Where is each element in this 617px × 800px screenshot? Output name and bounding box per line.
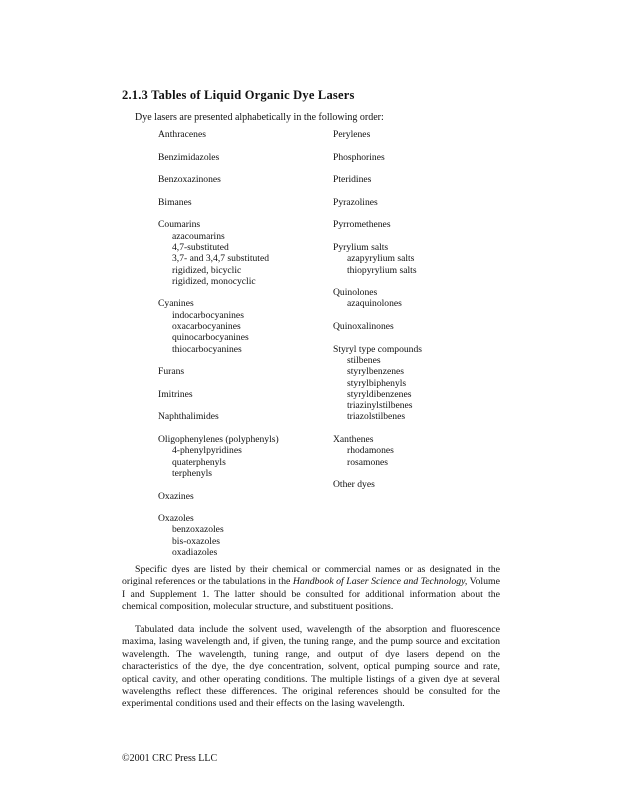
dye-class-entry xyxy=(333,152,493,163)
dye-subclass-name: oxadiazoles xyxy=(172,546,218,558)
paragraph1-text-start: Specific dyes are listed by their chemical or commercial names or as designated in the original references or the tabulations in the xyxy=(122,564,500,588)
dye-class-entry xyxy=(158,389,328,400)
dye-subclass-name: azapyrylium salts xyxy=(347,253,415,265)
dye-subclass-name: bis-oxazoles xyxy=(172,535,220,547)
dye-class-name: Naphthalimides xyxy=(158,411,219,423)
dye-class-name: Other dyes xyxy=(333,479,375,491)
dye-class-name: Anthracenes xyxy=(158,129,206,140)
dye-class-entry xyxy=(333,174,493,185)
dye-class-name: Furans xyxy=(158,366,185,378)
dye-class-name: Imitrines xyxy=(158,388,193,400)
dye-class-name: Pteridines xyxy=(333,174,372,186)
dye-subclass-name: azacoumarins xyxy=(172,230,225,242)
dye-subclass-name: triazolstilbenes xyxy=(347,411,406,423)
dye-subclass-name: stilbenes xyxy=(347,354,381,366)
dye-subclass-name: styrylbiphenyls xyxy=(347,377,407,389)
dye-subclass-name: 3,7- and 3,4,7 substituted xyxy=(172,253,269,265)
dye-class-name: Oligophenylenes (polyphenyls) xyxy=(158,434,279,446)
dye-class-name: Pyrromethenes xyxy=(333,219,391,231)
dye-class-name: Cyanines xyxy=(158,298,194,310)
dye-class-entry xyxy=(158,434,328,479)
dye-subclass-name: quinocarbocyanines xyxy=(172,332,249,344)
dye-subclass-name: azaquinolones xyxy=(347,298,402,310)
dye-subclass-name: quaterphenyls xyxy=(172,456,226,468)
dye-class-entry xyxy=(333,321,493,332)
dye-class-entry xyxy=(158,152,328,163)
dye-class-entry xyxy=(158,513,328,558)
dye-class-entry xyxy=(158,491,328,502)
dye-subclass-name: rigidized, monocyclic xyxy=(172,275,256,287)
dye-subclass-name: rhodamones xyxy=(347,445,394,457)
dye-class-entry xyxy=(158,174,328,185)
dye-subclass-name: oxacarbocyanines xyxy=(172,321,241,333)
dye-class-entry xyxy=(333,479,493,490)
dye-class-entry xyxy=(333,219,493,230)
handbook-title: Handbook of Laser Science and Technology, xyxy=(292,576,468,588)
copyright-footer: ©2001 CRC Press LLC xyxy=(122,753,218,764)
dye-class-name: Benzimidazoles xyxy=(158,151,220,163)
dye-subclass-name: indocarbocyanines xyxy=(172,309,244,321)
dye-subclass-name: triazinylstilbenes xyxy=(347,400,413,412)
dye-class-entry xyxy=(158,411,328,422)
dye-class-entry xyxy=(333,129,493,140)
dye-class-name: Benzoxazinones xyxy=(158,174,221,186)
dye-class-name: Pyrazolines xyxy=(333,196,378,208)
paragraph1-text-end: Volume I and Supplement 1. The latter should be consulted for additional information about the chemical composition, molecular structure, and substituent positions. xyxy=(122,576,500,613)
dye-class-entry xyxy=(333,242,493,276)
dye-subclass-name: styryldibenzenes xyxy=(347,388,412,400)
dye-class-list-right xyxy=(333,129,493,502)
dye-subclass-name: terphenyls xyxy=(172,467,212,479)
paragraph-tabulated-data xyxy=(122,624,500,711)
dye-subclass-name: thiopyrylium salts xyxy=(347,264,417,276)
dye-subclass-name: rigidized, bicyclic xyxy=(172,264,242,276)
paragraph-specific-dyes xyxy=(122,564,500,614)
dye-subclass-name: thiocarbocyanines xyxy=(172,343,242,355)
dye-class-name: Perylenes xyxy=(333,129,371,140)
dye-class-name: Oxazoles xyxy=(158,513,194,525)
section-heading: 2.1.3 Tables of Liquid Organic Dye Lasers xyxy=(122,88,355,102)
dye-class-name: Oxazines xyxy=(158,490,194,502)
dye-class-entry xyxy=(333,434,493,468)
dye-class-entry xyxy=(158,219,328,287)
dye-subclass-name: benzoxazoles xyxy=(172,524,224,536)
dye-class-list-left xyxy=(158,129,328,570)
dye-class-name: Quinoxalinones xyxy=(333,321,394,333)
dye-class-name: Quinolones xyxy=(333,287,378,299)
dye-class-entry xyxy=(333,197,493,208)
dye-class-entry xyxy=(158,298,328,354)
dye-subclass-name: styrylbenzenes xyxy=(347,366,405,378)
dye-class-entry xyxy=(158,366,328,377)
dye-class-name: Xanthenes xyxy=(333,434,374,446)
dye-class-name: Pyrylium salts xyxy=(333,241,389,253)
dye-subclass-name: 4-phenylpyridines xyxy=(172,445,242,457)
dye-class-entry xyxy=(158,129,328,140)
dye-class-name: Coumarins xyxy=(158,219,201,231)
intro-sentence: Dye lasers are presented alphabetically in the following order: xyxy=(135,112,384,123)
paragraph2-text: Tabulated data include the solvent used, wavelength of the absorption and fluorescence maxima, lasing wavelength and, if given, the tuning range, and the pump source and excitation wavelength. The wavelength, tuning range, and output of dye lasers depend on the characteristics of the dye, the dye concentration, solvent, optical pumping source and rate, optical cavity, and other operating conditions. The multiple listings of a given dye at several wavelengths reflect these differences. The original references should be consulted for the experimental conditions used and their effects on the lasing wavelength. xyxy=(122,624,500,710)
dye-subclass-name: rosamones xyxy=(347,456,389,468)
dye-class-name: Styryl type compounds xyxy=(333,343,423,355)
dye-class-entry xyxy=(158,197,328,208)
dye-subclass-name: 4,7-substituted xyxy=(172,241,229,253)
dye-class-name: Phosphorines xyxy=(333,151,385,163)
dye-class-name: Bimanes xyxy=(158,196,192,208)
dye-class-entry xyxy=(333,344,493,423)
dye-class-entry xyxy=(333,287,493,310)
